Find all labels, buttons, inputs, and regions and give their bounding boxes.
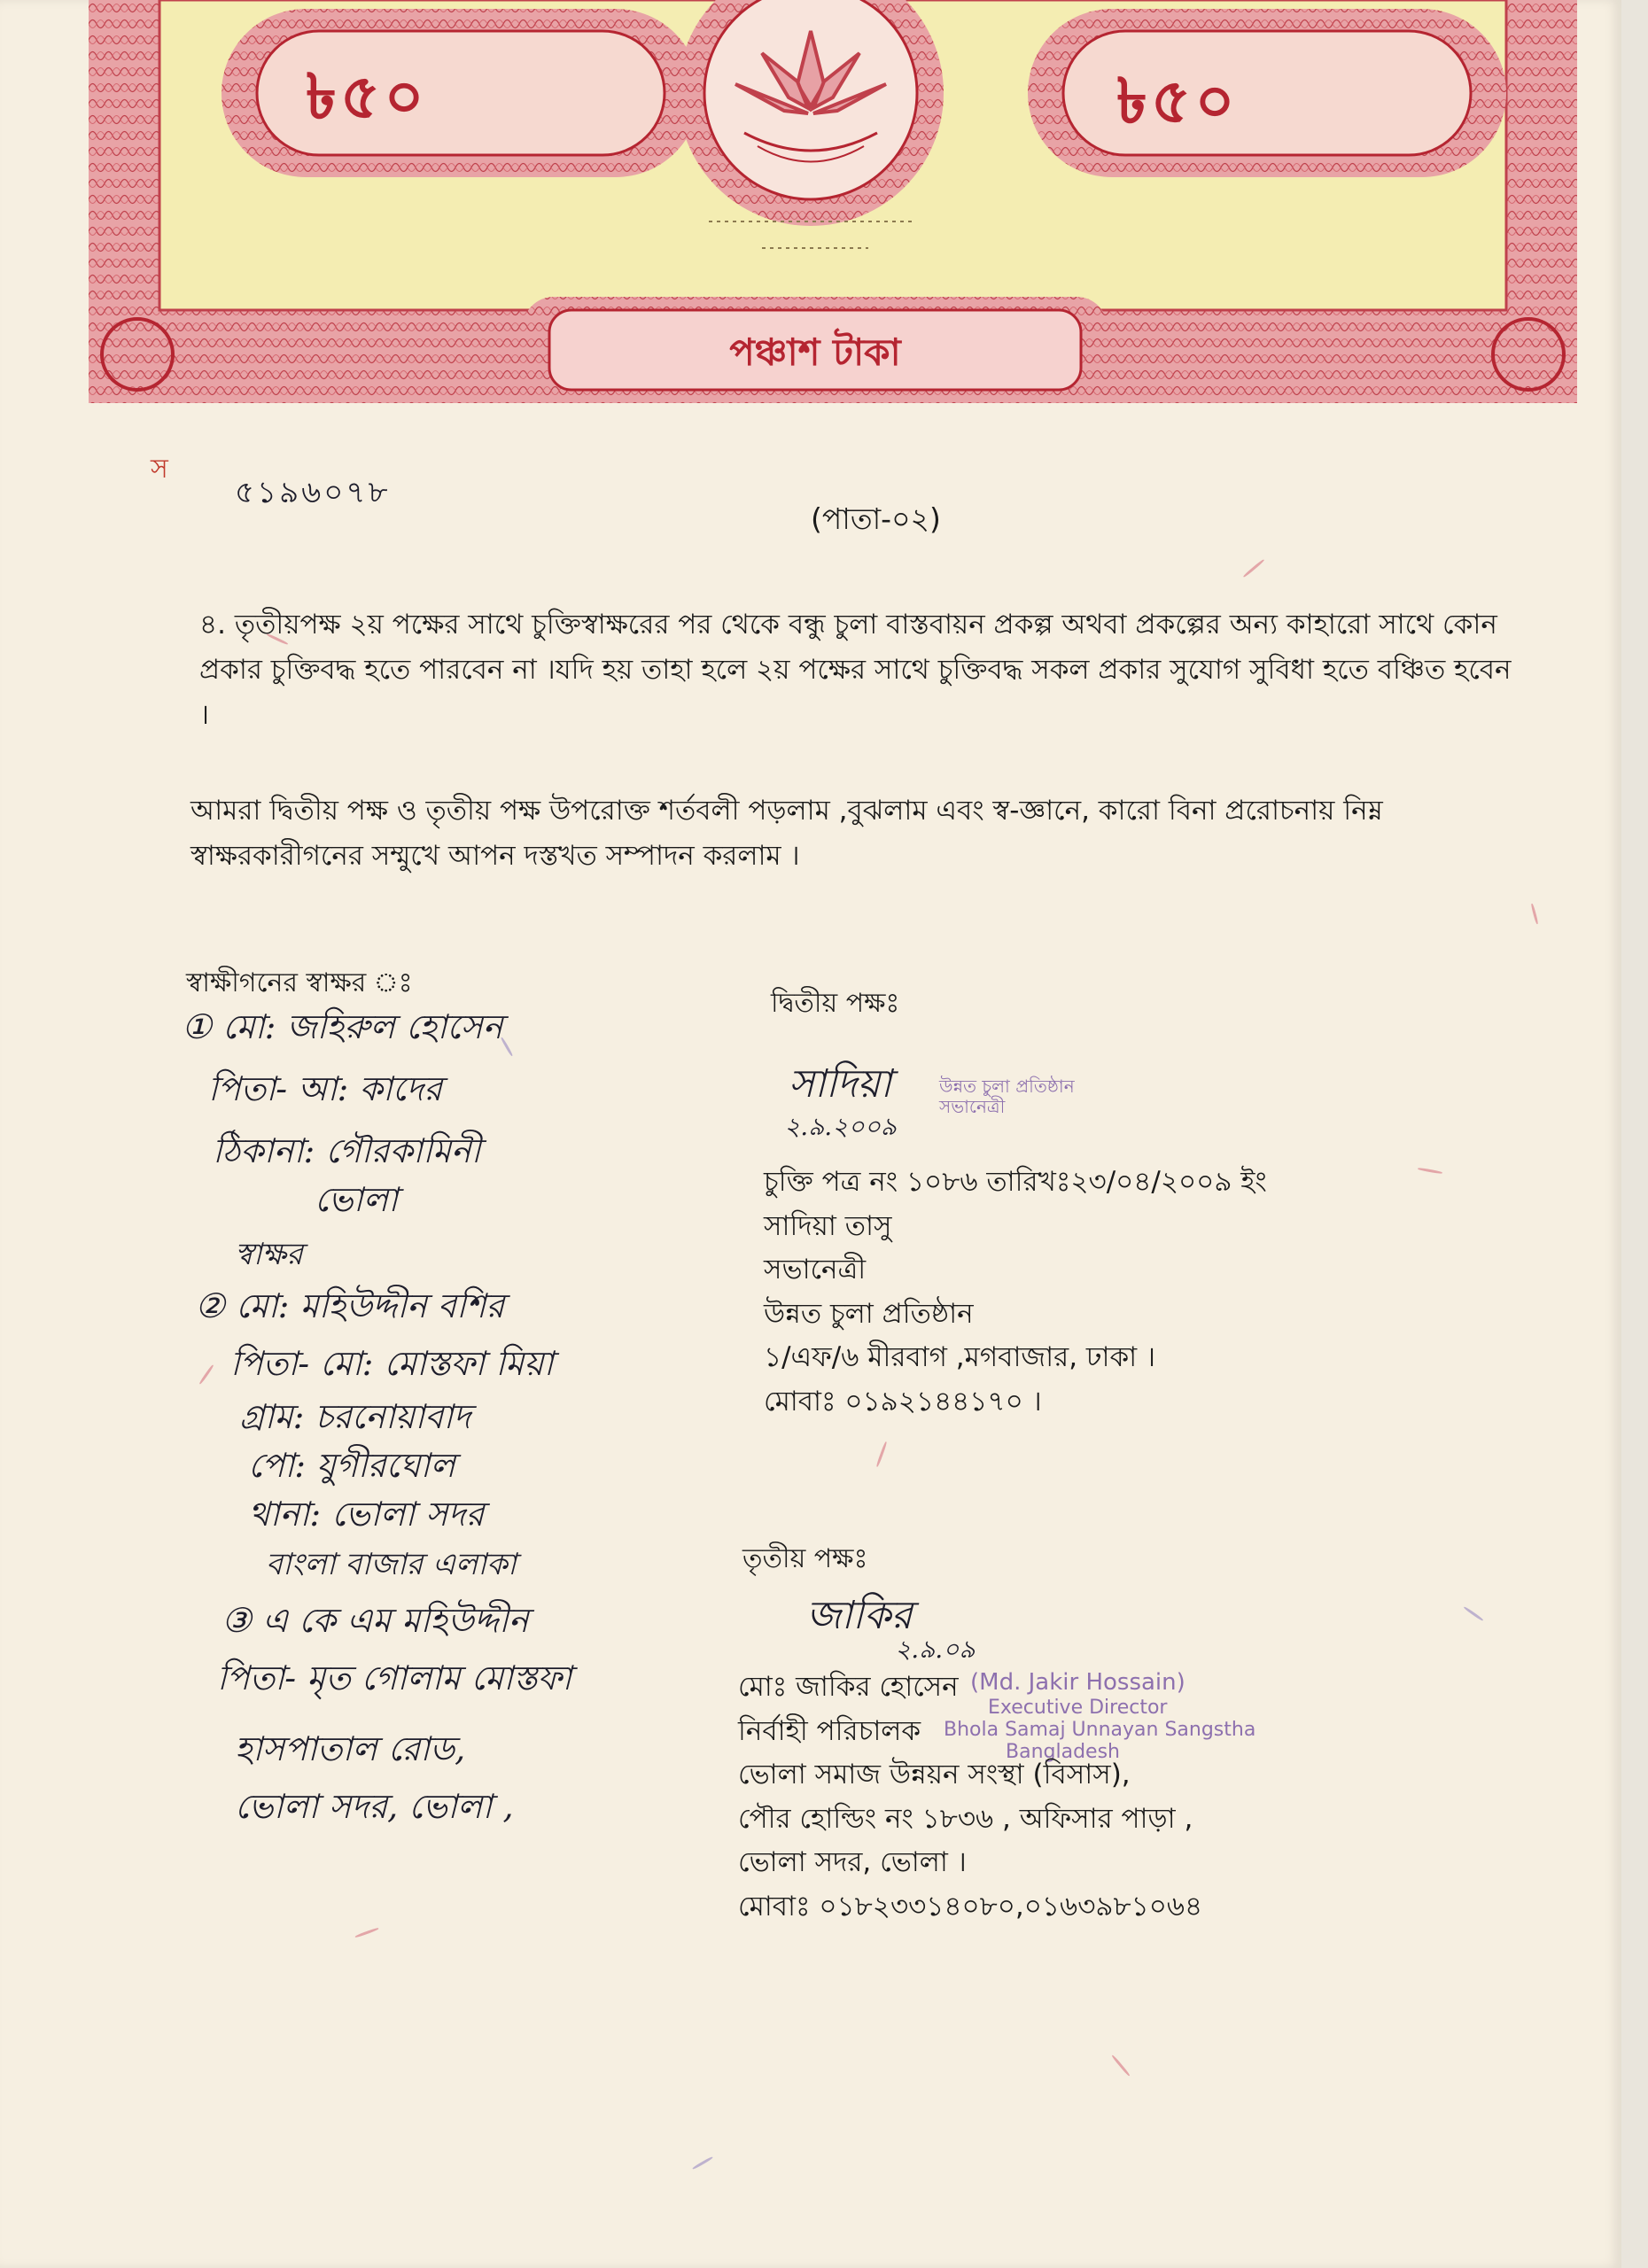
- third-party-phone: মোবাঃ ০১৮২৩৩১৪০৮০,০১৬৩৯৮১০৬৪: [738, 1890, 1203, 1922]
- second-party-seal-line-1: উন্নত চুলা প্রতিষ্ঠান: [939, 1076, 1075, 1097]
- third-party-sign-date: ২.৯.০৯: [895, 1635, 976, 1664]
- witness-3-father: পিতা- মৃত গোলাম মোস্তফা: [217, 1658, 572, 1697]
- second-party-address: ১/এফ/৬ মীরবাগ ,মগবাজার, ঢাকা ।: [764, 1341, 1156, 1374]
- third-party-name: মোঃ জাকির হোসেন: [738, 1671, 959, 1703]
- witness-1-name: ① মো: জহিরুল হোসেন: [182, 1007, 503, 1046]
- witness-1-father: পিতা- আ: কাদের: [208, 1069, 443, 1108]
- denomination-right: ৳৫০: [1116, 65, 1239, 137]
- third-party-block: [738, 1666, 1202, 1930]
- witness-2-village: গ্রাম: চরনোয়াবাদ: [239, 1397, 471, 1436]
- second-party-seal: [939, 1076, 1075, 1117]
- third-party-signature: জাকির: [806, 1593, 913, 1638]
- witness-1-district: ভোলা: [315, 1180, 399, 1219]
- third-party-address-2: ভোলা সদর, ভোলা ।: [738, 1846, 967, 1879]
- witness-2-post: পো: যুগীরঘোল: [248, 1446, 455, 1485]
- witness-3-address: ভোলা সদর, ভোলা ,: [235, 1787, 514, 1826]
- second-party-signature: সাদিয়া: [789, 1061, 892, 1107]
- third-party-seal-name: (Md. Jakir Hossain): [970, 1669, 1185, 1696]
- third-party-organization: ভোলা সমাজ উন্নয়ন সংস্থা (বিসাস),: [738, 1759, 1131, 1791]
- second-party-heading: দ্বিতীয় পক্ষঃ: [771, 988, 900, 1019]
- serial-number: ৫১৯৬০৭৮: [235, 475, 391, 510]
- second-party-name: সাদিয়া তাসু: [764, 1209, 892, 1242]
- third-party-designation: নির্বাহী পরিচালক: [738, 1714, 921, 1747]
- witnesses-heading: স্বাক্ষীগনের স্বাক্ষর ঃ: [186, 967, 413, 998]
- third-party-seal-title: Executive Director: [988, 1696, 1168, 1719]
- stamp-mark: স: [151, 454, 168, 485]
- witness-2-father: পিতা- মো: মোস্তফা মিয়া: [230, 1344, 554, 1383]
- third-party-address-1: পৌর হোল্ডিং নং ১৮৩৬ , অফিসার পাড়া ,: [738, 1802, 1193, 1835]
- witness-2-area: বাংলা বাজার এলাকা: [266, 1547, 517, 1582]
- second-party-block: [764, 1161, 1267, 1425]
- second-party-sign-date: ২.৯.২০০৯: [784, 1112, 897, 1141]
- declaration-paragraph: আমরা দ্বিতীয় পক্ষ ও তৃতীয় পক্ষ উপরোক্ত শর্তবলী পড়লাম ,বুঝলাম এবং স্ব-জ্ঞানে, কারো বিনা প্ররোচনায় নিম্ন স্বাক্ষরকারীগনের সম্মুখে আপন দস্তখত সম্পাদন করলাম ।: [190, 795, 1383, 873]
- page-label: (পাতা-০২): [811, 501, 941, 536]
- witness-1-address: ঠিকানা: গৌরকামিনী: [213, 1131, 481, 1170]
- second-party-phone: মোবাঃ ০১৯২১৪৪১৭০ ।: [764, 1385, 1042, 1418]
- contract-reference: চুক্তি পত্র নং ১০৮৬ তারিখঃ২৩/০৪/২০০৯ ইং: [764, 1166, 1267, 1198]
- third-party-seal-org: Bhola Samaj Unnayan Sangstha: [944, 1719, 1256, 1742]
- second-party-organization: উন্নত চুলা প্রতিষ্ঠান: [764, 1297, 974, 1330]
- stamp-header: [89, 0, 1577, 408]
- third-party-seal-place: Bangladesh: [1006, 1741, 1120, 1764]
- witness-3-name: ③ এ কে এম মহিউদ্দীন: [222, 1601, 529, 1640]
- third-party-heading: তৃতীয় পক্ষঃ: [742, 1543, 868, 1574]
- stamp-value-text: পঞ্চাশ টাকা: [729, 330, 901, 374]
- clause-4: ৪. তৃতীয়পক্ষ ২য় পক্ষের সাথে চুক্তিস্বাক্ষরের পর থেকে বন্ধু চুলা বাস্তবায়ন প্রকল্প অথবা প্রকল্পের অন্য কাহারো সাথে কোন প্রকার চুক্তিবদ্ধ হতে পারবেন না ।যদি হয় তাহা হলে ২য় পক্ষের সাথে চুক্তিবদ্ধ সকল প্রকার সুযোগ সুবিধা হতে বঞ্চিত হবেন ।: [199, 609, 1512, 732]
- second-party-seal-line-2: সভানেত্রী: [939, 1096, 1006, 1117]
- witness-2-signature: স্বাক্ষর: [235, 1237, 303, 1272]
- witness-3-road: হাসপাতাল রোড,: [235, 1729, 466, 1768]
- second-party-designation: সভানেত্রী: [764, 1254, 867, 1286]
- witness-2-thana: থানা: ভোলা সদর: [248, 1495, 485, 1534]
- witness-2-name: ② মো: মহিউদ্দীন বশির: [195, 1286, 505, 1325]
- denomination-left: ৳৫০: [306, 60, 428, 133]
